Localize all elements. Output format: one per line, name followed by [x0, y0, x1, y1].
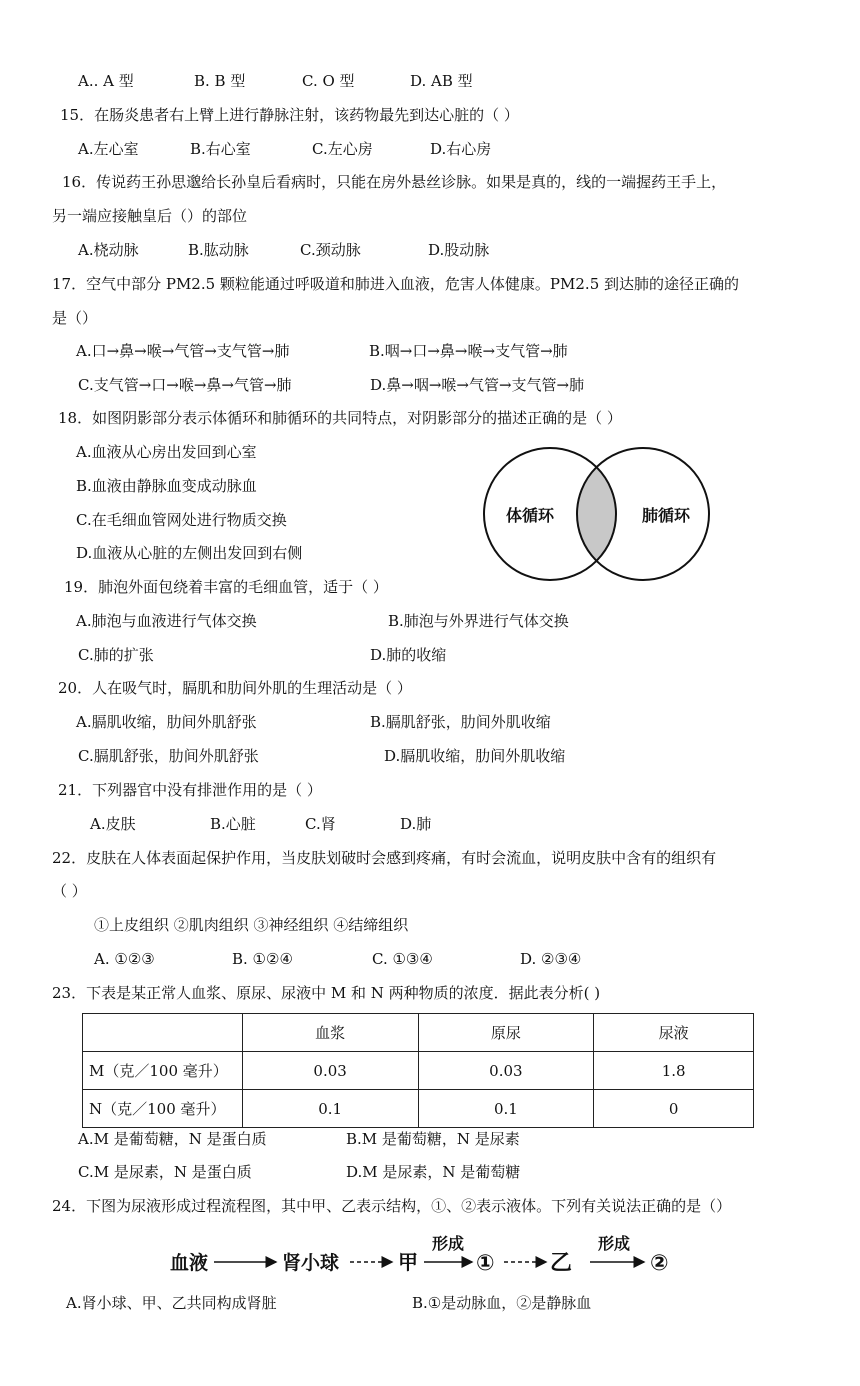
q17-stem-line1: 17．空气中部分 PM2.5 颗粒能通过呼吸道和肺进入血液，危害人体健康。PM2.5 到达肺的途径正确的	[52, 275, 740, 293]
urine-formation-flowchart	[170, 1232, 690, 1282]
q22-option-d: D. ②③④	[520, 950, 582, 968]
q20-option-d: D.膈肌收缩，肋间外肌收缩	[384, 747, 566, 765]
q18-option-b: B.血液由静脉血变成动脉血	[76, 477, 257, 495]
table-header-cell	[83, 1014, 243, 1052]
q17-option-d: D.鼻→咽→喉→气管→支气管→肺	[370, 376, 585, 394]
flow-label-form-1: 形成	[432, 1234, 465, 1253]
table-row	[83, 1090, 754, 1128]
q14-option-a: A.. A 型	[78, 72, 134, 90]
q21-stem: 21．下列器官中没有排泄作用的是（ ）	[58, 781, 322, 799]
table-header-row	[83, 1014, 754, 1052]
q19-option-d: D.肺的收缩	[370, 646, 447, 664]
q18-stem: 18．如图阴影部分表示体循环和肺循环的共同特点，对阴影部分的描述正确的是（ ）	[58, 409, 622, 427]
q16-option-c: C.颈动脉	[300, 241, 361, 259]
q15-option-b: B.右心室	[190, 140, 251, 158]
q15-option-a: A.左心室	[78, 140, 139, 158]
q15-stem: 15．在肠炎患者右上臂上进行静脉注射，该药物最先到达心脏的（ ）	[60, 106, 519, 124]
q20-option-a: A.膈肌收缩，肋间外肌舒张	[76, 713, 257, 731]
q23-option-c: C.M 是尿素，N 是蛋白质	[78, 1163, 252, 1181]
table-row	[83, 1052, 754, 1090]
q20-option-c: C.膈肌舒张，肋间外肌舒张	[78, 747, 259, 765]
table-header-cell: 尿液	[594, 1014, 754, 1052]
venn-right-label: 肺循环	[641, 506, 691, 525]
q18-option-d: D.血液从心脏的左侧出发回到右侧	[76, 544, 303, 562]
table-cell: 1.8	[594, 1052, 754, 1090]
q19-stem: 19．肺泡外面包绕着丰富的毛细血管，适于（ ）	[64, 578, 388, 596]
table-header-cell: 血浆	[242, 1014, 418, 1052]
q24-option-b: B.①是动脉血，②是静脉血	[412, 1294, 592, 1312]
q24-stem: 24．下图为尿液形成过程流程图，其中甲、乙表示结构，①、②表示液体。下列有关说法正确的是（）	[52, 1197, 732, 1215]
table-row-label: N（克／100 毫升）	[83, 1090, 243, 1128]
q22-option-a: A. ①②③	[94, 950, 155, 968]
q21-option-c: C.肾	[305, 815, 336, 833]
table-cell: 0.03	[242, 1052, 418, 1090]
flow-node-liquid-1: ①	[476, 1251, 495, 1276]
q21-option-a: A.皮肤	[90, 815, 136, 833]
q14-option-c: C. O 型	[302, 72, 355, 90]
q18-option-a: A.血液从心房出发回到心室	[76, 443, 257, 461]
q16-stem-line1: 16．传说药王孙思邈给长孙皇后看病时，只能在房外悬丝诊脉。如果是真的，线的一端握药王手上，	[62, 173, 727, 191]
q22-stem-line1: 22．皮肤在人体表面起保护作用，当皮肤划破时会感到疼痛，有时会流血，说明皮肤中含有的组织有	[52, 849, 717, 867]
q22-option-c: C. ①③④	[372, 950, 433, 968]
q20-option-b: B.膈肌舒张，肋间外肌收缩	[370, 713, 551, 731]
q19-option-c: C.肺的扩张	[78, 646, 154, 664]
venn-left-label: 体循环	[505, 506, 555, 525]
q16-stem-line2: 另一端应接触皇后（）的部位	[52, 207, 248, 225]
table-cell: 0.1	[242, 1090, 418, 1128]
q22-tissue-list: ①上皮组织 ②肌肉组织 ③神经组织 ④结缔组织	[94, 916, 409, 934]
q15-option-c: C.左心房	[312, 140, 373, 158]
table-row-label: M（克／100 毫升）	[83, 1052, 243, 1090]
q17-option-a: A.口→鼻→喉→气管→支气管→肺	[76, 342, 290, 360]
q15-option-d: D.右心房	[430, 140, 492, 158]
q17-option-b: B.咽→口→鼻→喉→支气管→肺	[369, 342, 568, 360]
flow-label-form-2: 形成	[598, 1234, 631, 1253]
q16-option-a: A.桡动脉	[78, 241, 139, 259]
flow-node-yi: 乙	[550, 1251, 573, 1276]
q21-option-b: B.心脏	[210, 815, 256, 833]
q23-option-a: A.M 是葡萄糖，N 是蛋白质	[78, 1130, 267, 1148]
q14-option-d: D. AB 型	[410, 72, 473, 90]
q14-option-b: B. B 型	[194, 72, 246, 90]
q18-option-c: C.在毛细血管网处进行物质交换	[76, 511, 287, 529]
q24-option-a: A.肾小球、甲、乙共同构成肾脏	[66, 1294, 277, 1312]
flow-node-jia: 甲	[398, 1250, 418, 1274]
q20-stem: 20．人在吸气时，膈肌和肋间外肌的生理活动是（ ）	[58, 679, 412, 697]
q17-option-c: C.支气管→口→喉→鼻→气管→肺	[78, 376, 292, 394]
flow-node-blood: 血液	[170, 1252, 209, 1274]
q16-option-b: B.肱动脉	[188, 241, 249, 259]
q19-option-b: B.肺泡与外界进行气体交换	[388, 612, 569, 630]
q22-option-b: B. ①②④	[232, 950, 293, 968]
q17-stem-line2: 是（）	[52, 309, 98, 327]
q19-option-a: A.肺泡与血液进行气体交换	[76, 612, 257, 630]
circulation-venn-diagram	[478, 445, 721, 583]
flow-node-glomerulus: 肾小球	[282, 1252, 340, 1274]
table-header-cell: 原尿	[418, 1014, 594, 1052]
q23-option-b: B.M 是葡萄糖，N 是尿素	[346, 1130, 520, 1148]
q22-stem-line2: （ ）	[52, 882, 87, 900]
q16-option-d: D.股动脉	[428, 241, 490, 259]
concentration-table	[82, 1013, 754, 1128]
flow-node-liquid-2: ②	[650, 1251, 669, 1276]
table-cell: 0.1	[418, 1090, 594, 1128]
table-cell: 0.03	[418, 1052, 594, 1090]
table-cell: 0	[594, 1090, 754, 1128]
q23-stem: 23．下表是某正常人血浆、原尿、尿液中 M 和 N 两种物质的浓度．据此表分析( )	[52, 984, 601, 1002]
q21-option-d: D.肺	[400, 815, 432, 833]
q23-option-d: D.M 是尿素，N 是葡萄糖	[346, 1163, 521, 1181]
